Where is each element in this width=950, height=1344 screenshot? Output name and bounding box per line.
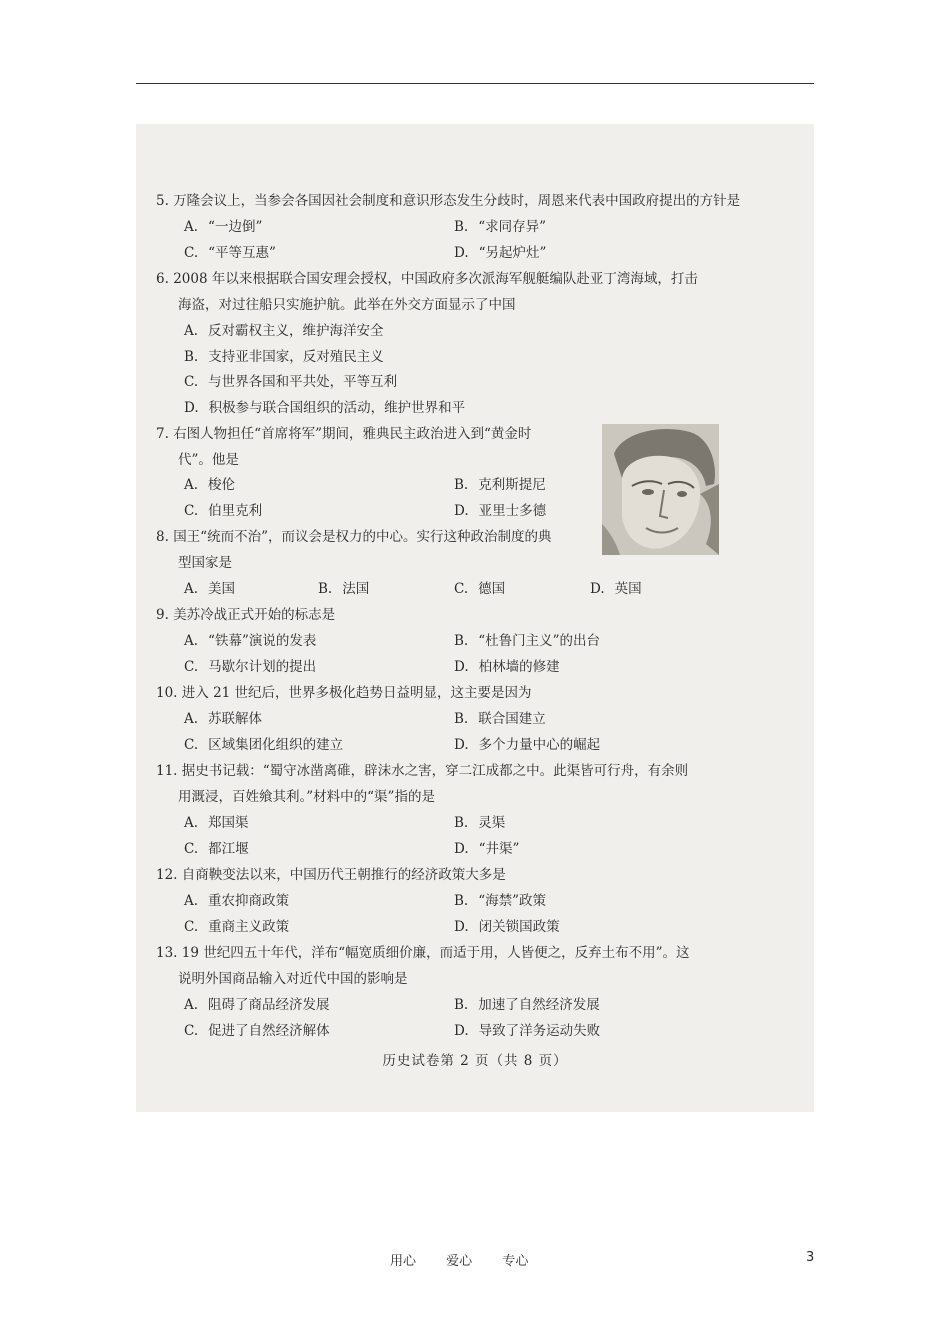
option-text: 区域集团化组织的建立 (208, 737, 344, 753)
option (454, 918, 560, 936)
question-9 (156, 606, 335, 624)
option-text: 积极参与联合国组织的活动，维护世界和平 (208, 400, 466, 416)
question-stem: 国王“统而不治”，而议会是权力的中心。实行这种政治制度的典 (173, 529, 552, 545)
option-text: 柏林墙的修建 (478, 659, 560, 675)
question-stem: 19 世纪四五十年代，洋布“幅宽质细价廉，而适于用，人皆便之，反弃土布不用”。这 (181, 945, 690, 961)
option (454, 244, 546, 262)
option-text: 联合国建立 (478, 711, 546, 727)
option-text: 支持亚非国家，反对殖民主义 (208, 349, 384, 365)
option (454, 736, 600, 754)
option-label: A. (184, 219, 199, 235)
option-text: 多个力量中心的崛起 (478, 737, 601, 753)
option-text: 促进了自然经济解体 (208, 1023, 330, 1039)
option-text: 闭关锁国政策 (478, 919, 560, 935)
option (184, 996, 330, 1014)
question-stem-continued: 代”。他是 (178, 452, 239, 468)
question-12 (156, 866, 506, 884)
option (184, 348, 384, 366)
option (184, 632, 316, 650)
option (184, 918, 289, 936)
option-label: C. (184, 737, 199, 753)
option-text: 灵渠 (478, 815, 506, 831)
page-footer (390, 1250, 554, 1269)
question-number: 6. (156, 271, 169, 287)
question-stem: 美苏冷战正式开始的标志是 (173, 607, 336, 623)
option-text: “一边倒” (208, 219, 263, 235)
question-number: 12. (156, 867, 178, 883)
option-text: 英国 (614, 581, 642, 597)
option-text: 德国 (478, 581, 506, 597)
option-label: A. (184, 581, 199, 597)
question-number: 9. (156, 607, 169, 623)
option-text: 与世界各国和平共处，平等互利 (208, 374, 398, 390)
option (184, 476, 235, 494)
option (184, 840, 249, 858)
option-label: C. (184, 919, 199, 935)
option (184, 892, 289, 910)
scanned-exam-page (136, 124, 814, 1112)
exam-page-footer: 历史试卷第 2 页（共 8 页） (382, 1053, 568, 1069)
option (454, 840, 519, 858)
option (454, 814, 505, 832)
option-text: 梭伦 (208, 477, 236, 493)
option (454, 892, 546, 910)
option (454, 502, 546, 520)
option-label: D. (454, 659, 469, 675)
question-number: 10. (156, 685, 178, 701)
option (454, 658, 560, 676)
option-text: “铁幕”演说的发表 (208, 633, 317, 649)
option (590, 580, 642, 598)
question-13 (156, 944, 690, 962)
option (184, 373, 397, 391)
question-stem-continued: 型国家是 (178, 555, 232, 571)
option-label: B. (454, 893, 469, 909)
footer-item: 用心 (390, 1254, 417, 1269)
question-stem: 万隆会议上，当参会各国因社会制度和意识形态发生分歧时，周恩来代表中国政府提出的方针是 (173, 193, 741, 209)
option (184, 736, 343, 754)
question-number: 13. (156, 945, 178, 961)
option-label: A. (184, 997, 199, 1013)
option (184, 399, 465, 417)
option (454, 580, 505, 598)
option-text: 重农抑商政策 (208, 893, 290, 909)
option-label: B. (454, 219, 469, 235)
question-stem: 2008 年以来根据联合国安理会授权，中国政府多次派海军舰艇编队赴亚丁湾海域，打击 (173, 271, 698, 287)
option-text: 伯里克利 (208, 503, 263, 519)
option-label: C. (184, 659, 199, 675)
question-6 (156, 270, 698, 288)
option-label: D. (454, 919, 469, 935)
option-text: 美国 (208, 581, 236, 597)
option-text: 马歇尔计划的提出 (208, 659, 317, 675)
question-stem-continued: 海盗，对过往船只实施护航。此举在外交方面显示了中国 (178, 297, 516, 313)
option-label: C. (184, 841, 199, 857)
option-label: B. (454, 711, 469, 727)
option-text: “平等互惠” (208, 245, 276, 261)
option (184, 218, 262, 236)
question-number: 5. (156, 193, 169, 209)
option (184, 244, 276, 262)
option-label: B. (454, 997, 469, 1013)
option-text: “海禁”政策 (478, 893, 547, 909)
option-text: 重商主义政策 (208, 919, 290, 935)
option-label: B. (454, 477, 469, 493)
option-label: D. (454, 737, 469, 753)
option-text: 都江堰 (208, 841, 249, 857)
option (184, 710, 262, 728)
footer-item: 专心 (502, 1254, 529, 1269)
option-label: A. (184, 893, 199, 909)
option-label: C. (184, 1023, 199, 1039)
option-label: A. (184, 477, 199, 493)
option-label: A. (184, 633, 199, 649)
option-text: 法国 (342, 581, 370, 597)
question-stem: 进入 21 世纪后，世界多极化趋势日益明显，这主要是因为 (181, 685, 532, 701)
option (184, 814, 249, 832)
option (454, 632, 600, 650)
question-8 (156, 528, 552, 546)
question-stem: 右图人物担任“首席将军”期间，雅典民主政治进入到“黄金时 (173, 426, 532, 442)
option-label: B. (454, 815, 469, 831)
option (454, 218, 546, 236)
option-label: D. (454, 1023, 469, 1039)
question-5 (156, 192, 740, 210)
pericles-bust-image (602, 424, 719, 555)
option-text: 导致了洋务运动失败 (478, 1023, 601, 1039)
question-number: 7. (156, 426, 169, 442)
option-label: D. (590, 581, 605, 597)
option (454, 710, 546, 728)
option-label: C. (184, 503, 199, 519)
option-text: 苏联解体 (208, 711, 263, 727)
option-label: B. (454, 633, 469, 649)
option (184, 502, 262, 520)
option-text: “另起炉灶” (478, 245, 547, 261)
option-label: C. (184, 245, 199, 261)
option (454, 1022, 600, 1040)
question-stem-continued: 用溉浸，百姓飨其利。”材料中的“渠”指的是 (178, 789, 435, 805)
header-rule (136, 83, 814, 84)
option-label: D. (454, 245, 469, 261)
option (184, 658, 316, 676)
option-text: 克利斯提尼 (478, 477, 546, 493)
option-label: A. (184, 323, 199, 339)
question-11 (156, 762, 688, 780)
question-stem-continued: 说明外国商品输入对近代中国的影响是 (178, 971, 408, 987)
option-label: B. (318, 581, 333, 597)
option-text: “井渠” (478, 841, 520, 857)
option-text: 亚里士多德 (478, 503, 547, 519)
option (454, 476, 546, 494)
option-label: B. (184, 349, 199, 365)
option-text: 郑国渠 (208, 815, 249, 831)
question-stem: 自商鞅变法以来，中国历代王朝推行的经济政策大多是 (181, 867, 506, 883)
page-number: 3 (806, 1250, 815, 1265)
option (318, 580, 369, 598)
option-text: “杜鲁门主义”的出台 (478, 633, 601, 649)
option-label: D. (454, 841, 469, 857)
question-stem: 据史书记载：“蜀守冰凿离碓，辟沫水之害，穿二江成都之中。此渠皆可行舟，有余则 (181, 763, 689, 779)
option (184, 580, 235, 598)
option-label: C. (454, 581, 469, 597)
option-text: “求同存异” (478, 219, 547, 235)
option-label: D. (454, 503, 469, 519)
question-10 (156, 684, 532, 702)
option-label: C. (184, 374, 199, 390)
option-label: A. (184, 815, 199, 831)
option-label: A. (184, 711, 199, 727)
question-number: 8. (156, 529, 169, 545)
option-text: 加速了自然经济发展 (478, 997, 600, 1013)
option-text: 阻碍了商品经济发展 (208, 997, 330, 1013)
question-7 (156, 425, 531, 443)
footer-item: 爱心 (446, 1254, 473, 1269)
question-number: 11. (156, 763, 178, 779)
option (184, 322, 384, 340)
option-text: 反对霸权主义，维护海洋安全 (208, 323, 384, 339)
option-label: D. (184, 400, 199, 416)
option (184, 1022, 330, 1040)
option (454, 996, 600, 1014)
